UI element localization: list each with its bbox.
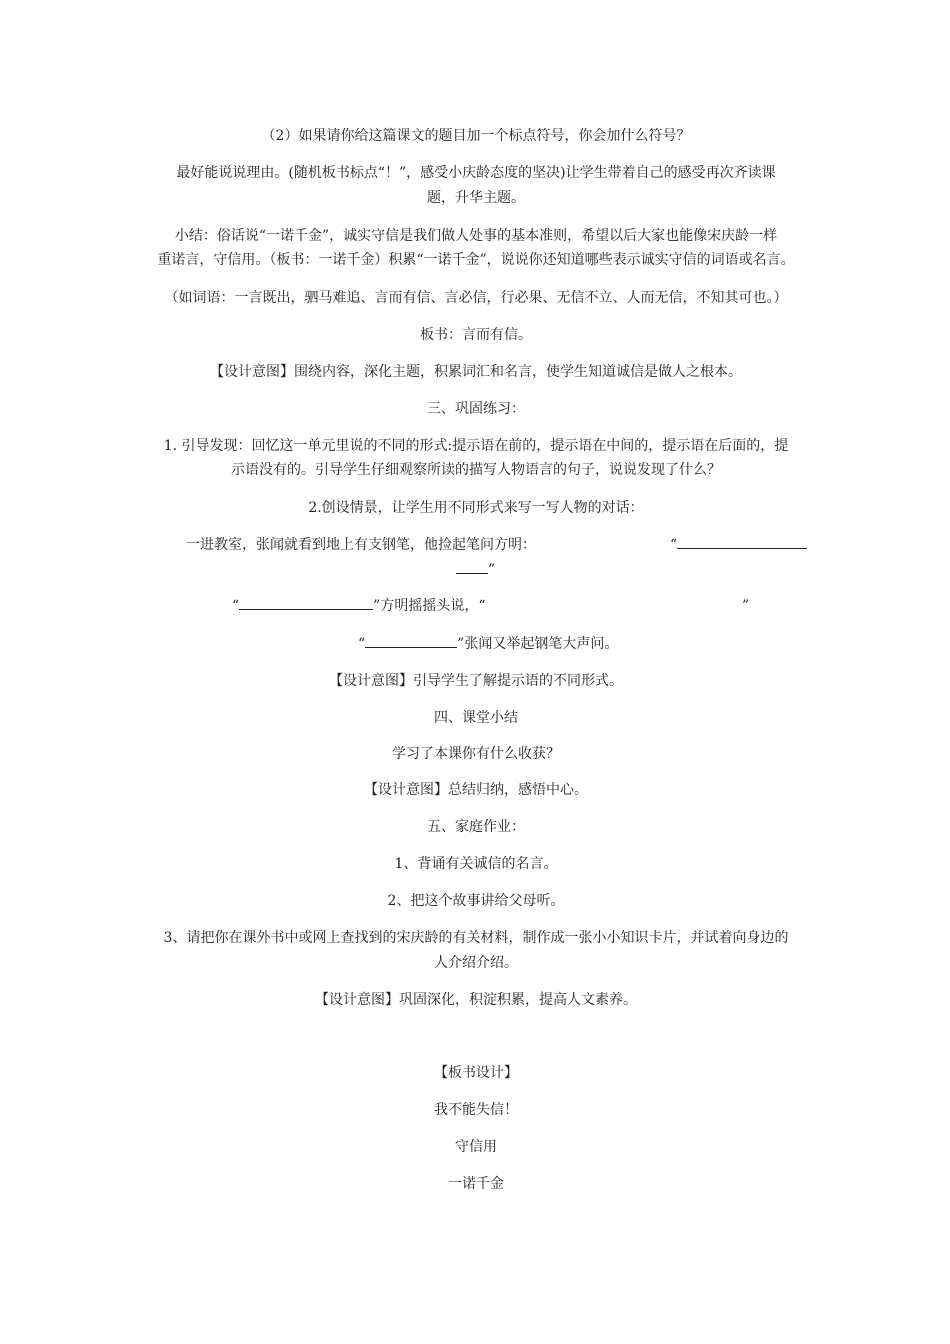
answer-blank [365,633,457,648]
design-intent-3: 【设计意图】总结归纳，感悟中心。 [364,782,588,798]
answer-blank [677,534,807,549]
dialog-line-1 [186,533,536,557]
dialog-2-close [742,594,749,618]
board-design-item-1: 我不能失信！ [434,1102,518,1118]
reason-line-1: 最好能说说理由。(随机板书标点“！”，感受小庆龄态度的坚决)让学生带着自己的感受再次齐读课 [176,165,776,181]
board-design-item-2: 守信用 [455,1139,497,1155]
homework-3-line-2: 人介绍介绍。 [434,955,518,971]
homework-1: 1、背诵有关诚信的名言。 [394,856,558,872]
board-note: 板书：言而有信。 [420,327,532,343]
summary-line-2: 重诺言，守信用。（板书：一诺千金）积累“一诺千金”，说说你还知道哪些表示诚实守信的词语或名言。 [157,252,795,268]
reason-line-2: 题，升华主题。 [427,190,525,206]
section-4-heading: 四、课堂小结 [434,710,518,726]
dialog-1-answer [670,533,807,557]
dialog-line-3 [358,632,618,656]
answer-blank [456,559,488,574]
dialog-1-answer-cont [456,558,495,582]
dialog-line-2 [232,594,486,618]
open-quote: “ [670,537,678,553]
board-design-item-3: 一诺千金 [448,1176,504,1192]
dialog-3-text: ”张闻又举起钢笔大声问。 [457,636,619,652]
design-intent-4: 【设计意图】巩固深化，积淀积累，提高人文素养。 [315,992,637,1008]
close-quote: ” [488,562,496,578]
section-3-heading: 三、巩固练习： [427,401,525,417]
gain-question: 学习了本课你有什么收获？ [392,746,560,762]
homework-2: 2、把这个故事讲给父母听。 [387,893,565,909]
design-intent-1: 【设计意图】围绕内容，深化主题，积累词汇和名言，使学生知道诚信是做人之根本。 [210,364,742,380]
open-quote: “ [232,598,240,614]
design-intent-2: 【设计意图】引导学生了解提示语的不同形式。 [329,673,623,689]
section-5-heading: 五、家庭作业： [427,819,525,835]
homework-3-line-1: 3、请把你在课外书中或网上查找到的宋庆龄的有关材料，制作成一张小小知识卡片，并试着向身边的 [163,930,789,946]
exercise-1-line-1: 1. 引导发现：回忆这一单元里说的不同的形式:提示语在前的，提示语在中间的，提示语在后面的，提 [163,438,789,454]
question-2: （2）如果请你给这篇课文的题目加一个标点符号，你会加什么符号？ [261,128,691,144]
dialog-2-text: ”方明摇摇头说，“ [373,598,486,614]
idioms-list: （如词语：一言既出，驷马难追、言而有信、言必信，行必果、无信不立、人而无信，不知其可也。） [164,290,788,306]
close-quote: ” [742,598,750,614]
dialog-1-text: 一进教室，张闻就看到地上有支钢笔，他捡起笔问方明： [186,537,536,553]
open-quote: “ [358,636,366,652]
exercise-1-line-2: 示语没有的。引导学生仔细观察所读的描写人物语言的句子，说说发现了什么？ [231,462,721,478]
exercise-2: 2.创设情景，让学生用不同形式来写一写人物的对话： [308,500,644,516]
summary-line-1: 小结：俗话说“一诺千金”，诚实守信是我们做人处事的基本准则，希望以后大家也能像宋庆龄一样 [174,228,778,244]
board-design-title: 【板书设计】 [434,1065,518,1081]
answer-blank [239,595,373,610]
